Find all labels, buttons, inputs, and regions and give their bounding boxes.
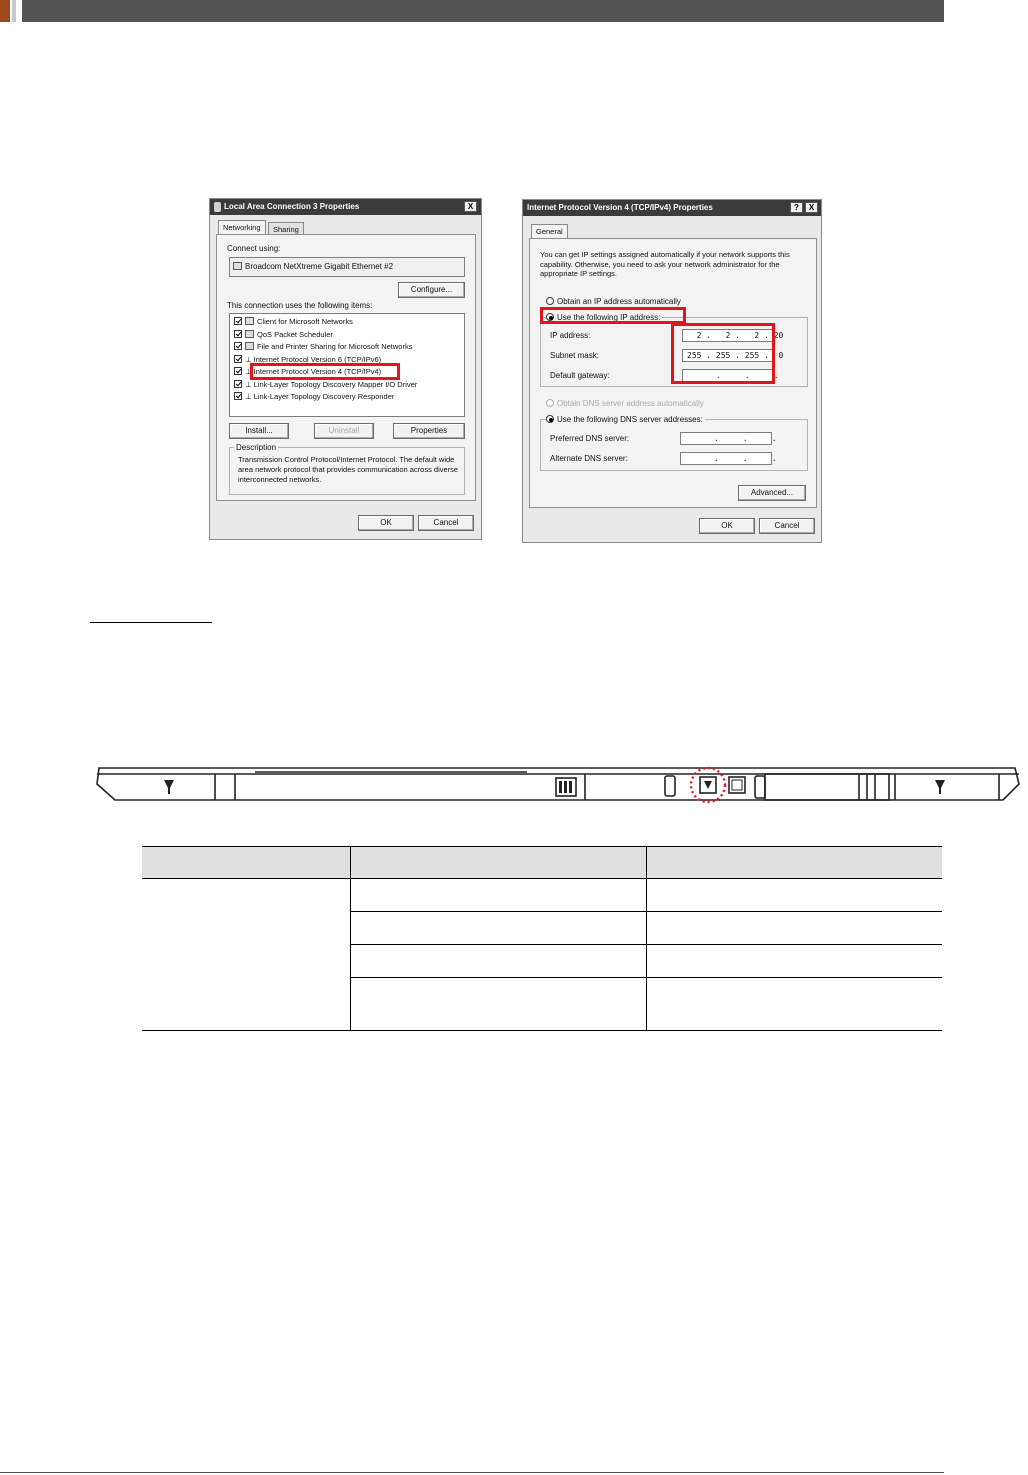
table-column-rule bbox=[646, 846, 647, 1031]
preferred-dns-input[interactable]: . . . bbox=[680, 432, 772, 445]
checkbox[interactable] bbox=[234, 330, 242, 338]
ip-address-input[interactable]: 2 . 2 . 2 . 20 bbox=[682, 329, 774, 342]
port-slot bbox=[665, 776, 675, 796]
port-inner bbox=[732, 780, 742, 790]
radio-icon[interactable] bbox=[546, 399, 554, 407]
help-button[interactable]: ? bbox=[790, 202, 803, 213]
vent-panel bbox=[765, 774, 889, 800]
install-button[interactable]: Install... bbox=[229, 423, 289, 439]
connector-pin bbox=[564, 781, 567, 793]
alternate-dns-label: Alternate DNS server: bbox=[550, 454, 628, 463]
checkbox[interactable] bbox=[234, 342, 242, 350]
close-button[interactable]: X bbox=[464, 201, 477, 212]
checkbox[interactable] bbox=[234, 380, 242, 388]
network-port-icon bbox=[704, 781, 712, 789]
protocol-icon: ⊥ bbox=[245, 380, 254, 389]
radio-use-dns[interactable]: Use the following DNS server addresses: bbox=[546, 415, 705, 425]
radio-use-ip[interactable]: Use the following IP address: bbox=[546, 313, 662, 323]
connector-pin bbox=[569, 781, 572, 793]
connector-pin bbox=[559, 781, 562, 793]
table-rule-header bbox=[142, 878, 942, 879]
lan-dialog-titlebar bbox=[210, 199, 481, 215]
connect-using-label: Connect using: bbox=[227, 244, 281, 253]
list-item[interactable]: ⊥ Internet Protocol Version 6 (TCP/IPv6) bbox=[234, 354, 381, 366]
tab-networking[interactable]: Networking bbox=[218, 220, 266, 234]
properties-button[interactable]: Properties bbox=[393, 423, 465, 439]
description-group bbox=[229, 443, 465, 495]
advanced-button[interactable]: Advanced... bbox=[738, 485, 806, 501]
cancel-button[interactable]: Cancel bbox=[759, 518, 815, 534]
tab-general[interactable]: General bbox=[531, 224, 568, 238]
items-label: This connection uses the following items: bbox=[227, 301, 373, 310]
protocol-icon: ⊥ bbox=[245, 367, 254, 376]
ipv4-dialog-titlebar bbox=[523, 200, 821, 216]
sharing-icon bbox=[245, 342, 254, 350]
table-rule-top bbox=[142, 846, 942, 847]
ip-fields-highlight bbox=[671, 323, 775, 384]
gateway-input[interactable]: . . . bbox=[682, 369, 774, 382]
table-column-rule bbox=[350, 846, 351, 1031]
radio-icon[interactable] bbox=[546, 297, 554, 305]
header-accent-stripe bbox=[12, 0, 16, 22]
table-rule-bottom bbox=[142, 1030, 942, 1031]
checkbox[interactable] bbox=[234, 392, 242, 400]
header-accent bbox=[0, 0, 10, 22]
list-item[interactable]: ⊥ Link-Layer Topology Discovery Responder bbox=[234, 391, 394, 403]
list-item-ipv4[interactable]: ⊥ Internet Protocol Version 4 (TCP/IPv4) bbox=[234, 366, 381, 378]
subnet-mask-input[interactable]: 255 . 255 . 255 . 0 bbox=[682, 349, 774, 362]
list-item[interactable]: ⊥ Link-Layer Topology Discovery Mapper I/O Driver bbox=[234, 379, 417, 391]
lan-dialog-title: Local Area Connection 3 Properties bbox=[224, 202, 360, 211]
alternate-dns-input[interactable]: . . . bbox=[680, 452, 772, 465]
static-ip-radio-highlight bbox=[540, 307, 686, 324]
radio-icon[interactable] bbox=[546, 415, 554, 423]
adapter-icon bbox=[233, 262, 242, 270]
info-text: You can get IP settings assigned automatically if your network supports this capability. Otherwise, you need to ask your network administrator for the appropriate IP settings. bbox=[540, 250, 790, 278]
tab-sharing[interactable]: Sharing bbox=[268, 222, 304, 234]
preferred-dns-label: Preferred DNS server: bbox=[550, 434, 630, 443]
adapter-field bbox=[229, 257, 465, 277]
ip-address-label: IP address: bbox=[550, 331, 591, 340]
adapter-name: Broadcom NetXtreme Gigabit Ethernet #2 bbox=[245, 262, 394, 271]
radio-obtain-dns[interactable]: Obtain DNS server address automatically bbox=[546, 399, 704, 409]
port-slot bbox=[755, 776, 765, 798]
subnet-mask-label: Subnet mask: bbox=[550, 351, 599, 360]
ok-button[interactable]: OK bbox=[358, 515, 414, 531]
scheduler-icon bbox=[245, 330, 254, 338]
checkbox[interactable] bbox=[234, 317, 242, 325]
antenna-icon-stem bbox=[939, 788, 941, 794]
device-rear-panel-diagram bbox=[95, 760, 1023, 810]
checkbox[interactable] bbox=[234, 367, 242, 375]
footer-rule bbox=[0, 1472, 944, 1473]
cancel-button[interactable]: Cancel bbox=[418, 515, 474, 531]
close-button[interactable]: X bbox=[805, 202, 818, 213]
configure-button[interactable]: Configure... bbox=[398, 282, 465, 298]
list-item[interactable]: Client for Microsoft Networks bbox=[234, 316, 353, 328]
protocol-icon: ⊥ bbox=[245, 392, 254, 401]
ok-button[interactable]: OK bbox=[699, 518, 755, 534]
radio-obtain-ip[interactable]: Obtain an IP address automatically bbox=[546, 297, 681, 307]
header-bar bbox=[22, 0, 944, 22]
list-item[interactable]: File and Printer Sharing for Microsoft Networks bbox=[234, 341, 412, 353]
uninstall-button[interactable]: Uninstall bbox=[314, 423, 374, 439]
client-icon bbox=[245, 317, 254, 325]
protocol-icon: ⊥ bbox=[245, 355, 254, 364]
section-heading-underline bbox=[90, 622, 212, 623]
antenna-icon-stem bbox=[168, 788, 170, 794]
network-icon bbox=[214, 202, 221, 212]
list-item[interactable]: QoS Packet Scheduler bbox=[234, 329, 333, 341]
gateway-label: Default gateway: bbox=[550, 371, 610, 380]
ipv4-dialog-title: Internet Protocol Version 4 (TCP/IPv4) Properties bbox=[527, 203, 713, 212]
table-header bbox=[142, 846, 942, 878]
description-text: Transmission Control Protocol/Internet Protocol. The default wide area network protocol that provides communication across diverse interconnected networks. bbox=[238, 455, 459, 484]
description-label: Description bbox=[236, 443, 277, 452]
ipv4-item-highlight bbox=[250, 363, 400, 380]
checkbox[interactable] bbox=[234, 355, 242, 363]
